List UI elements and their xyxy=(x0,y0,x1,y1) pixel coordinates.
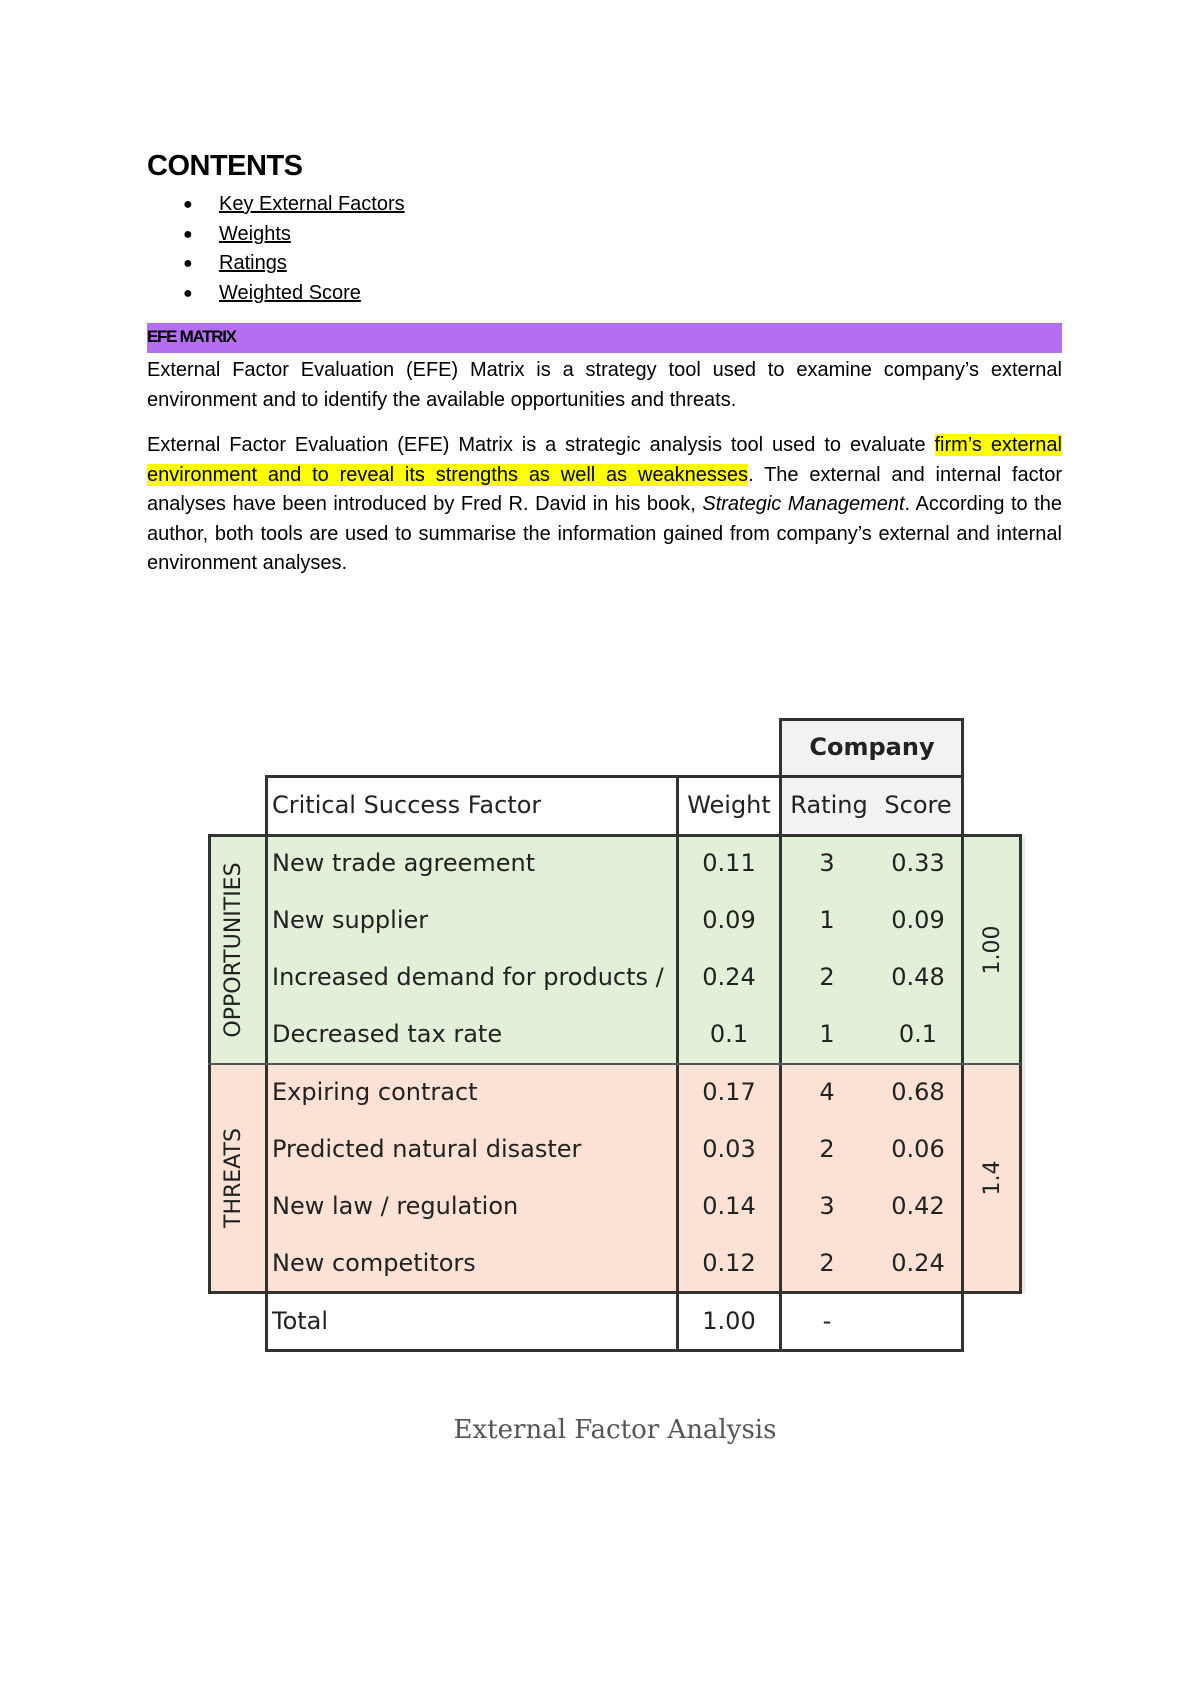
row-factor: New law / regulation xyxy=(272,1192,519,1220)
bullet-icon: ● xyxy=(183,225,193,243)
border-line xyxy=(265,1349,964,1352)
row-score: 0.68 xyxy=(891,1078,945,1106)
toc-link-weighted-score[interactable]: Weighted Score xyxy=(219,281,361,304)
border-line xyxy=(265,775,964,778)
row-rating: 3 xyxy=(819,1192,835,1220)
row-factor: Increased demand for products / xyxy=(272,963,664,991)
row-weight: 0.24 xyxy=(702,963,756,991)
row-score: 0.1 xyxy=(898,1020,938,1048)
row-factor: New competitors xyxy=(272,1249,476,1277)
row-factor: New trade agreement xyxy=(272,849,536,877)
threats-total: 1.4 xyxy=(980,1160,1005,1196)
row-weight: 0.09 xyxy=(702,906,756,934)
row-rating: 2 xyxy=(819,1135,835,1163)
total-weight: 1.00 xyxy=(702,1307,756,1335)
col-header-factor: Critical Success Factor xyxy=(272,791,542,819)
row-weight: 0.17 xyxy=(702,1078,756,1106)
row-weight: 0.14 xyxy=(702,1192,756,1220)
row-rating: 1 xyxy=(819,1020,835,1048)
border-line xyxy=(779,718,964,721)
row-score: 0.33 xyxy=(891,849,945,877)
col-header-weight: Weight xyxy=(687,791,771,819)
efe-p2-text-b: . The external and internal factor analyses have been introduced by Fred R. David in his book, xyxy=(147,463,1062,515)
efe-p2-text-a: External Factor Evaluation (EFE) Matrix is a strategic analysis tool used to evaluate xyxy=(147,434,935,456)
bullet-icon: ● xyxy=(183,284,193,302)
border-line xyxy=(208,1063,1021,1065)
toc-link-weights[interactable]: Weights xyxy=(219,222,291,245)
opportunities-label: OPPORTUNITIES xyxy=(221,862,246,1038)
contents-heading: CONTENTS xyxy=(147,150,303,182)
row-rating: 2 xyxy=(819,963,835,991)
total-rating: - xyxy=(822,1307,832,1335)
row-factor: New supplier xyxy=(272,906,429,934)
row-rating: 2 xyxy=(819,1249,835,1277)
toc-link-key-external-factors[interactable]: Key External Factors xyxy=(219,193,405,215)
opportunities-total: 1.00 xyxy=(980,925,1005,975)
company-header: Company xyxy=(809,733,935,761)
bullet-icon: ● xyxy=(183,196,193,213)
border-line xyxy=(208,834,1021,837)
row-weight: 0.1 xyxy=(709,1020,749,1048)
row-weight: 0.03 xyxy=(702,1135,756,1163)
efe-p2-text-c: . According to the author, both tools are used to summarise the information gained from company’s external and internal environment analyses. xyxy=(147,493,1062,574)
col-header-rating: Rating xyxy=(790,791,868,819)
row-score: 0.24 xyxy=(891,1249,945,1277)
row-score: 0.48 xyxy=(891,963,945,991)
row-score: 0.42 xyxy=(891,1192,945,1220)
toc-link-ratings[interactable]: Ratings xyxy=(219,252,287,274)
total-label: Total xyxy=(272,1307,329,1335)
row-rating: 3 xyxy=(819,849,835,877)
efe-matrix-heading: EFE MATRIX xyxy=(147,327,236,346)
bullet-icon: ● xyxy=(183,255,193,272)
border-line xyxy=(208,1291,1021,1294)
row-score: 0.06 xyxy=(891,1135,945,1163)
row-weight: 0.12 xyxy=(702,1249,756,1277)
efe-p2-highlight: firm’s external environment and to reveal its strengths as well as weaknesses xyxy=(147,434,1062,486)
row-factor: Decreased tax rate xyxy=(272,1020,503,1048)
efe-p2-book-title: Strategic Management xyxy=(702,493,905,515)
row-factor: Expiring contract xyxy=(272,1078,478,1106)
efe-paragraph-1: External Factor Evaluation (EFE) Matrix is a strategy tool used to examine company’s external environment and to identify the available opportunities and threats. xyxy=(147,359,1062,411)
figure-caption: External Factor Analysis xyxy=(453,1415,777,1445)
row-rating: 4 xyxy=(819,1078,835,1106)
col-header-score: Score xyxy=(884,791,952,819)
row-factor: Predicted natural disaster xyxy=(272,1135,582,1163)
row-score: 0.09 xyxy=(891,906,945,934)
row-weight: 0.11 xyxy=(702,849,756,877)
threats-label: THREATS xyxy=(221,1128,246,1228)
row-rating: 1 xyxy=(819,906,835,934)
